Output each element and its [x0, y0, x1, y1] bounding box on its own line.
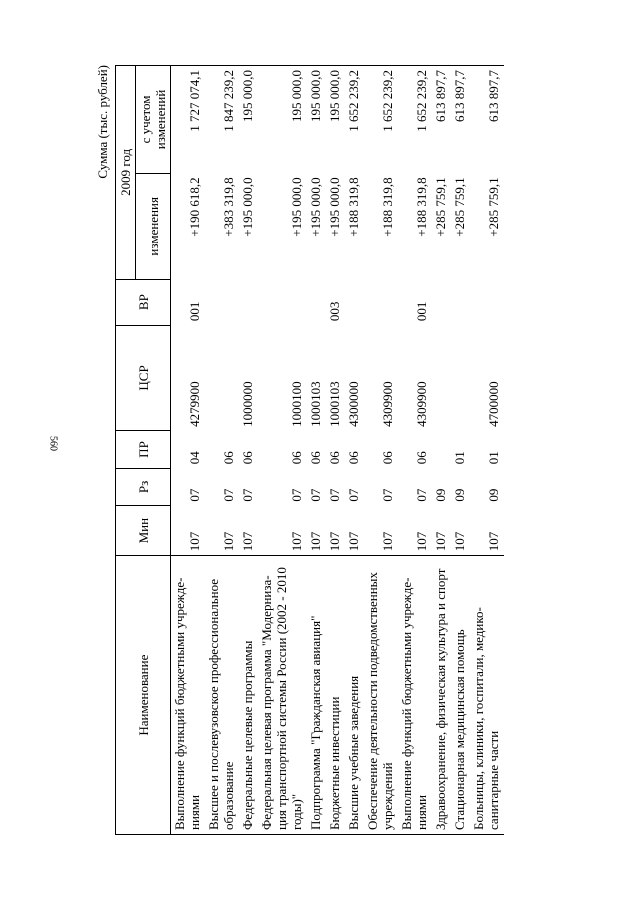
table-row	[258, 66, 307, 835]
row-min: 107	[187, 531, 202, 552]
row-rz: 09	[433, 488, 448, 502]
table-row	[326, 66, 345, 835]
row-pr: 06	[346, 451, 361, 465]
row-vr	[258, 279, 307, 325]
row-min: 107	[414, 531, 429, 552]
row-csr: 1000000	[240, 381, 255, 427]
header-vr: ВР	[116, 279, 171, 325]
row-rz: 07	[187, 488, 202, 502]
row-min: 107	[308, 531, 323, 552]
row-rz: 07	[289, 488, 304, 502]
row-change: +195 000,0	[327, 177, 342, 237]
row-pr: 06	[380, 451, 395, 465]
row-vr: 001	[187, 301, 202, 322]
row-total: 195 000,0	[258, 66, 307, 174]
table-row	[205, 66, 239, 835]
row-name: Высшие учебные заведения	[345, 556, 364, 835]
row-total: 195 000,0	[307, 66, 326, 174]
header-with-changes: с учетом изменений	[136, 66, 171, 174]
row-name: Стационарная медицинская помощь	[451, 556, 470, 835]
row-rz: 07	[327, 488, 342, 502]
row-total: 613 897,7	[470, 66, 504, 174]
row-rz: 09	[486, 488, 501, 502]
row-min: 107	[452, 531, 467, 552]
table-row	[239, 66, 258, 835]
table-row	[364, 66, 398, 835]
row-csr: 4300000	[346, 381, 361, 427]
row-name: Бюджетные инвестиции	[326, 556, 345, 835]
row-csr: 4309900	[380, 381, 395, 427]
row-pr	[432, 431, 451, 468]
rotated-page	[95, 65, 640, 835]
row-vr	[205, 279, 239, 325]
row-min: 107	[486, 531, 501, 552]
row-total: 613 897,7	[432, 66, 451, 174]
header-name: Наименование	[116, 556, 171, 835]
table-row	[171, 66, 206, 835]
table-row	[432, 66, 451, 835]
row-csr: 4309900	[414, 381, 429, 427]
row-pr: 06	[327, 451, 342, 465]
row-change: +188 319,8	[414, 177, 429, 237]
row-rz: 07	[308, 488, 323, 502]
row-csr: 4279900	[187, 381, 202, 427]
table-row	[345, 66, 364, 835]
row-name: Здравоохранение, физическая культура и спорт	[432, 556, 451, 835]
row-total: 1 727 074,1	[171, 66, 206, 174]
row-change: +383 319,8	[221, 177, 236, 237]
row-pr: 06	[414, 451, 429, 465]
row-pr: 06	[240, 451, 255, 465]
units-caption: Сумма (тыс. рублей)	[95, 65, 110, 179]
row-pr: 06	[289, 451, 304, 465]
table-row	[470, 66, 504, 835]
row-total: 613 897,7	[451, 66, 470, 174]
row-min: 107	[221, 531, 236, 552]
row-vr	[451, 279, 470, 325]
row-csr	[451, 325, 470, 431]
row-csr	[205, 325, 239, 431]
row-name: Выполнение функций бюджетными учрежде-ниями	[398, 556, 432, 835]
header-changes: изменения	[136, 173, 171, 279]
row-change: +188 319,8	[346, 177, 361, 237]
header-rz: Рз	[116, 468, 171, 505]
row-name: Федеральные целевые программы	[239, 556, 258, 835]
row-change: +285 759,1	[433, 177, 448, 237]
row-rz: 07	[240, 488, 255, 502]
row-csr: 4700000	[486, 381, 501, 427]
row-name: Выполнение функций бюджетными учрежде-ниями	[171, 556, 206, 835]
page-number: 560	[47, 436, 59, 451]
row-total: 195 000,0	[326, 66, 345, 174]
row-pr: 01	[452, 451, 467, 465]
row-name: Федеральная целевая программа "Модерниза-ция транспортной системы России (2002 - 2010 годы)"	[258, 556, 307, 835]
row-name: Больницы, клиники, госпитали, медико-санитарные части	[470, 556, 504, 835]
row-vr: 003	[327, 301, 342, 322]
row-total: 1 652 239,2	[364, 66, 398, 174]
row-rz: 09	[452, 488, 467, 502]
row-change: +195 000,0	[308, 177, 323, 237]
row-csr: 1000103	[327, 381, 342, 427]
row-rz: 07	[346, 488, 361, 502]
row-total: 1 652 239,2	[398, 66, 432, 174]
row-rz: 07	[380, 488, 395, 502]
table-body	[171, 66, 505, 835]
row-name: Обеспечение деятельности подведомственных учреждений	[364, 556, 398, 835]
row-rz: 07	[221, 488, 236, 502]
table-row	[398, 66, 432, 835]
budget-table	[115, 65, 504, 835]
row-change: +285 759,1	[452, 177, 467, 237]
row-min: 107	[433, 531, 448, 552]
row-change: +190 618,2	[187, 177, 202, 237]
row-vr	[432, 279, 451, 325]
row-pr: 04	[187, 451, 202, 465]
row-change: +195 000,0	[289, 177, 304, 237]
header-csr: ЦСР	[116, 325, 171, 431]
row-csr: 1000103	[308, 381, 323, 427]
row-vr: 001	[414, 301, 429, 322]
table-row	[307, 66, 326, 835]
row-name: Высшее и послевузовское профессиональное образование	[205, 556, 239, 835]
row-total: 1 652 239,2	[345, 66, 364, 174]
row-min: 107	[289, 531, 304, 552]
header-pr: ПР	[116, 431, 171, 468]
row-change: +285 759,1	[486, 177, 501, 237]
row-csr: 1000100	[289, 381, 304, 427]
row-min: 107	[327, 531, 342, 552]
table-row	[451, 66, 470, 835]
row-change: +188 319,8	[380, 177, 395, 237]
header-min: Мин	[116, 506, 171, 556]
row-pr: 06	[308, 451, 323, 465]
row-min: 107	[380, 531, 395, 552]
row-vr	[470, 279, 504, 325]
row-csr	[432, 325, 451, 431]
row-vr	[239, 279, 258, 325]
row-vr	[345, 279, 364, 325]
row-pr: 06	[221, 451, 236, 465]
row-vr	[364, 279, 398, 325]
row-name: Подпрограмма "Гражданская авиация"	[307, 556, 326, 835]
row-total: 1 847 239,2	[205, 66, 239, 174]
row-rz: 07	[414, 488, 429, 502]
row-pr: 01	[486, 451, 501, 465]
row-total: 195 000,0	[239, 66, 258, 174]
header-year: 2009 год	[116, 66, 136, 280]
row-min: 107	[346, 531, 361, 552]
row-vr	[307, 279, 326, 325]
row-change: +195 000,0	[240, 177, 255, 237]
row-min: 107	[240, 531, 255, 552]
